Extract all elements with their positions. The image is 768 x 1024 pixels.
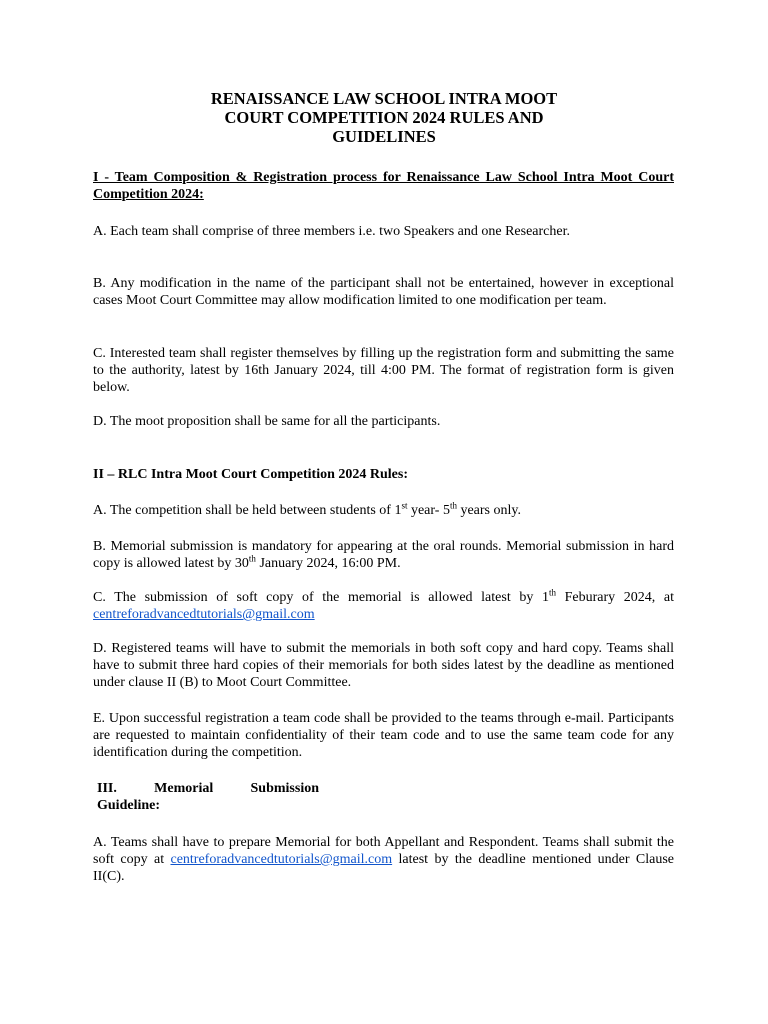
heading-word: Memorial <box>154 781 214 796</box>
clause-b-text-1: B. Memorial submission is mandatory for appearing at the oral rounds. Memorial submission in hard copy is allowed latest by 30 <box>93 539 674 571</box>
title-line-3: GUIDELINES <box>332 127 436 146</box>
heading-word: Submission <box>250 781 319 796</box>
clause-c-text-1: C. The submission of soft copy of the memorial is allowed latest by 1 <box>93 590 549 605</box>
section-2-heading: II – RLC Intra Moot Court Competition 2024 Rules: <box>93 467 408 482</box>
section-1-heading: I - Team Composition & Registration process for Renaissance Law School Intra Moot Court Competition 2024: <box>93 170 674 202</box>
ordinal-suffix: th <box>248 553 256 564</box>
title-line-1: RENAISSANCE LAW SCHOOL INTRA MOOT <box>210 89 558 108</box>
title-line-2: COURT COMPETITION 2024 RULES AND <box>224 108 544 127</box>
clause-a-text-1: A. The competition shall be held between students of 1 <box>93 503 402 518</box>
clause-a-text-3: years only. <box>456 503 521 518</box>
section-1-clause-b: B. Any modification in the name of the participant shall not be entertained, however in exceptional cases Moot Court Committee may allow modification limited to one modification per team. <box>93 276 674 308</box>
ordinal-suffix: th <box>449 500 457 511</box>
page-title <box>0 89 768 146</box>
section-2-clause-b <box>93 538 674 572</box>
section-1-clause-c: C. Interested team shall register themselves by filling up the registration form and submitting the same to the authority, latest by 16th January 2024, till 4:00 PM. The format of registration form is given below. <box>93 346 674 395</box>
ordinal-suffix: th <box>548 587 556 598</box>
section-2-clause-c <box>93 589 674 623</box>
clause-b-text-2: January 2024, 16:00 PM. <box>255 556 401 571</box>
section-3-heading <box>97 780 319 814</box>
section-3-heading-line-1 <box>97 780 319 797</box>
clause-a-text-2: year- 5 <box>407 503 450 518</box>
clause-a-text-2: latest by the deadline mentioned under Clause II(C). <box>93 852 674 884</box>
section-3-clause-a <box>93 834 674 885</box>
heading-number: III. <box>97 781 117 796</box>
section-3-heading-line-2: Guideline: <box>97 798 161 813</box>
section-2-clause-a <box>93 502 674 519</box>
clause-c-text-2: Feburary 2024, at <box>555 590 674 605</box>
section-1-clause-a: A. Each team shall comprise of three members i.e. two Speakers and one Researcher. <box>93 224 570 239</box>
ordinal-suffix: st <box>401 500 408 511</box>
section-2-clause-d: D. Registered teams will have to submit the memorials in both soft copy and hard copy. Teams shall have to submit three hard copies of their memorials for both sides latest by the deadline as mentioned under clause II (B) to Moot Court Committee. <box>93 641 674 690</box>
email-link[interactable]: centreforadvancedtutorials@gmail.com <box>170 852 393 867</box>
email-link[interactable]: centreforadvancedtutorials@gmail.com <box>93 607 315 622</box>
section-2-clause-e: E. Upon successful registration a team code shall be provided to the teams through e-mail. Participants are requested to maintain confidentiality of their team code and to use the same team code for any identification during the competition. <box>93 711 674 760</box>
clause-a-text-1: A. Teams shall have to prepare Memorial for both Appellant and Respondent. Teams shall submit the soft copy at <box>93 835 674 867</box>
section-1-clause-d: D. The moot proposition shall be same for all the participants. <box>93 414 441 429</box>
